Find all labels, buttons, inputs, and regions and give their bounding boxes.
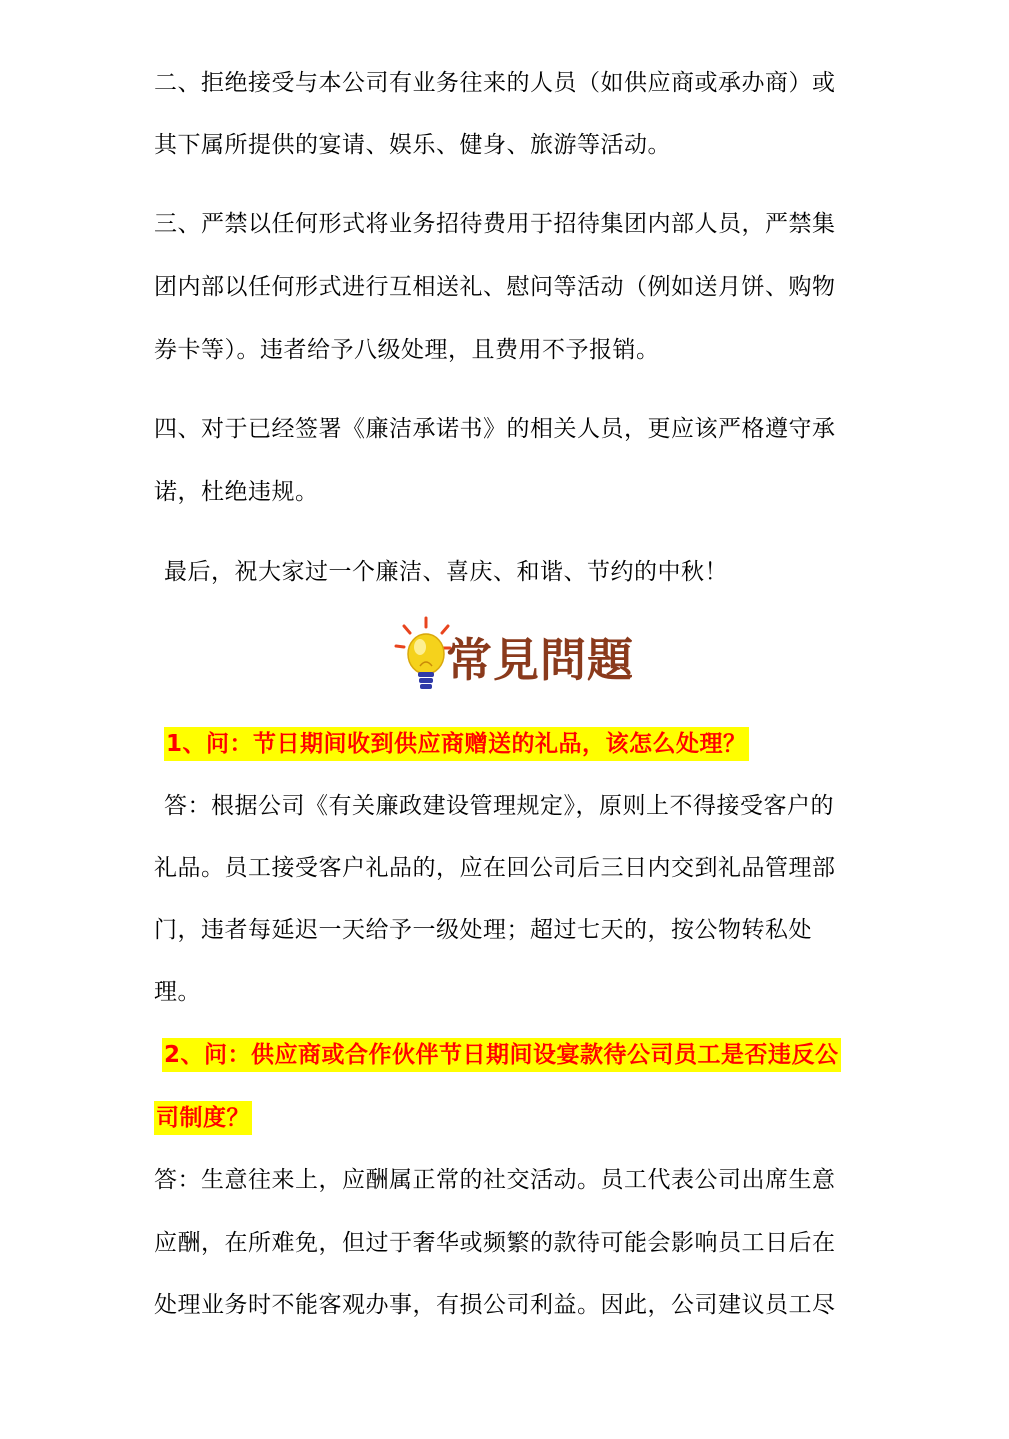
rule-3-line-3: 券卡等）。违者给予八级处理，且费用不予报销。 xyxy=(154,337,660,363)
rule-3-line-2: 团内部以任何形式进行互相送礼、慰问等活动（例如送月饼、购物 xyxy=(154,274,836,300)
faq-logo-title: 常見問題 xyxy=(446,633,634,687)
faq-2-question-highlight-1: 2、问：供应商或合作伙伴节日期间设宴款待公司员工是否违反公 xyxy=(162,1038,841,1072)
faq-1-answer-line-1: 答：根据公司《有关廉政建设管理规定》，原则上不得接受客户的 xyxy=(164,793,834,819)
faq-2-question-line-2 xyxy=(154,1103,252,1133)
lightbulb-icon xyxy=(392,614,452,706)
faq-2-answer-line-2: 应酬，在所难免，但过于奢华或频繁的款待可能会影响员工日后在 xyxy=(154,1230,836,1256)
faq-logo xyxy=(392,614,642,706)
rule-4-line-1: 四、对于已经签署《廉洁承诺书》的相关人员，更应该严格遵守承 xyxy=(154,416,836,442)
rule-4-line-2: 诺，杜绝违规。 xyxy=(154,479,319,505)
rule-2-line-1: 二、拒绝接受与本公司有业务往来的人员（如供应商或承办商）或 xyxy=(154,70,836,96)
rule-2-line-2: 其下属所提供的宴请、娱乐、健身、旅游等活动。 xyxy=(154,132,671,158)
faq-1-question-highlight: 1、问：节日期间收到供应商赠送的礼品，该怎么处理？ xyxy=(164,727,749,761)
faq-1-question xyxy=(164,729,749,759)
faq-1-answer-line-3: 门，违者每延迟一天给予一级处理；超过七天的，按公物转私处 xyxy=(154,917,812,943)
faq-2-answer-line-1: 答：生意往来上，应酬属正常的社交活动。员工代表公司出席生意 xyxy=(154,1167,836,1193)
closing-line: 最后，祝大家过一个廉洁、喜庆、和谐、节约的中秋！ xyxy=(164,559,728,585)
faq-1-answer-line-2: 礼品。员工接受客户礼品的，应在回公司后三日内交到礼品管理部 xyxy=(154,855,836,881)
faq-2-question-line-1 xyxy=(162,1040,841,1070)
faq-1-answer-line-4: 理。 xyxy=(154,979,201,1005)
rule-3-line-1: 三、严禁以任何形式将业务招待费用于招待集团内部人员，严禁集 xyxy=(154,211,836,237)
faq-2-answer-line-3: 处理业务时不能客观办事，有损公司利益。因此，公司建议员工尽 xyxy=(154,1292,836,1318)
faq-2-question-highlight-2: 司制度？ xyxy=(154,1101,252,1135)
